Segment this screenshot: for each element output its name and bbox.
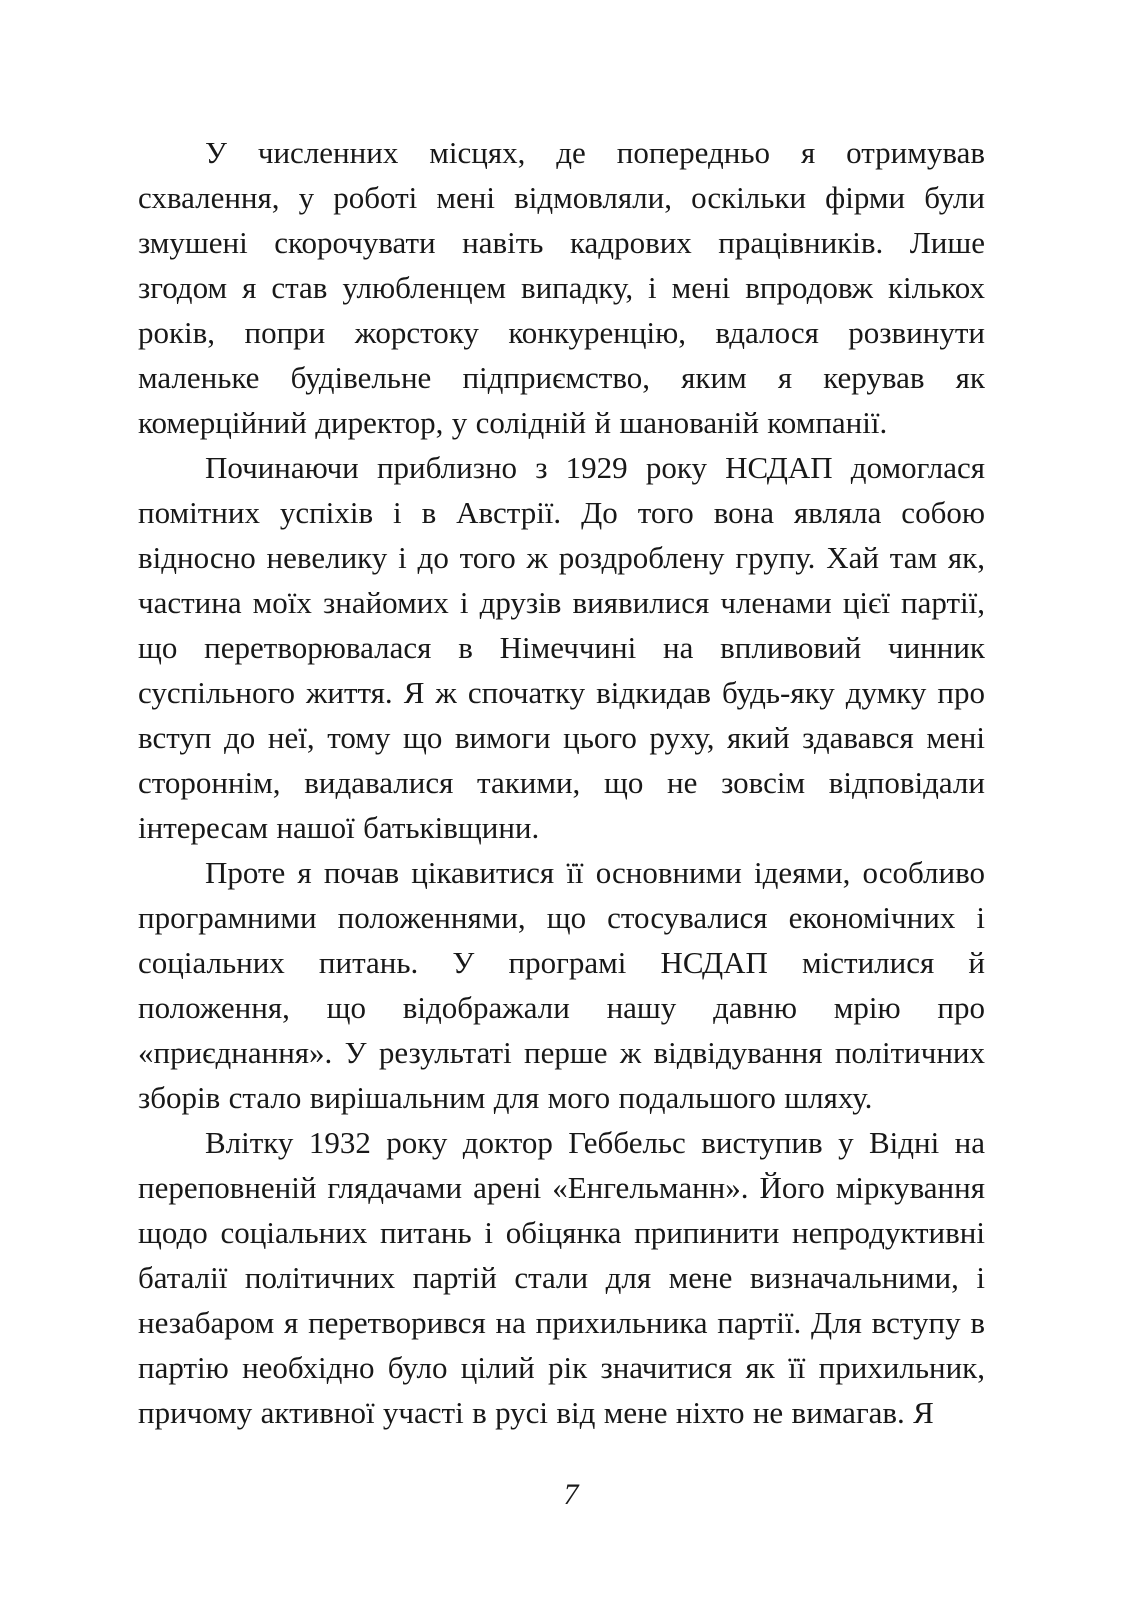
body-paragraph: Починаючи приблизно з 1929 року НСДАП домоглася помітних успіхів і в Австрії. До того вона являла собою відносно невелику і до того ж роздроблену групу. Хай там як, частина моїх знайомих і друзів виявилися членами цієї партії, що перетворювалася в Німеччині на впливовий чинник суспільного життя. Я ж спочатку відкидав будь-яку думку про вступ до неї, тому що вимоги цього руху, який здавався мені стороннім, видавалися такими, що не зовсім відповідали інтересам нашої батьківщини. <box>138 450 985 845</box>
body-paragraph: У численних місцях, де попередньо я отримував схвалення, у роботі мені відмовляли, оскільки фірми були змушені скорочувати навіть кадрових працівників. Лише згодом я став улюбленцем випадку, і мені впродовж кількох років, попри жорстоку конкуренцію, вдалося розвинути маленьке будівельне підприємство, яким я керував як комерційний директор, у солідній й шанованій компанії. <box>138 135 985 440</box>
text-column <box>138 130 985 1435</box>
body-paragraph: Проте я почав цікавитися її основними ідеями, особливо програмними положеннями, що стосувалися економічних і соціальних питань. У програмі НСДАП містилися й положення, що відображали нашу давню мрію про «приєднання». У результаті перше ж відвідування політичних зборів стало вирішальним для мого подальшого шляху. <box>138 855 985 1115</box>
page-number: 7 <box>563 1478 579 1511</box>
body-paragraph: Влітку 1932 року доктор Геббельс виступив у Відні на переповненій глядачами арені «Енгельманн». Його міркування щодо соціальних питань і обіцянка припинити непродуктивні баталії політичних партій стали для мене визначальними, і незабаром я перетворився на прихильника партії. Для вступу в партію необхідно було цілий рік значитися як її прихильник, причому активної участі в русі від мене ніхто не вимагав. Я <box>138 1125 985 1430</box>
